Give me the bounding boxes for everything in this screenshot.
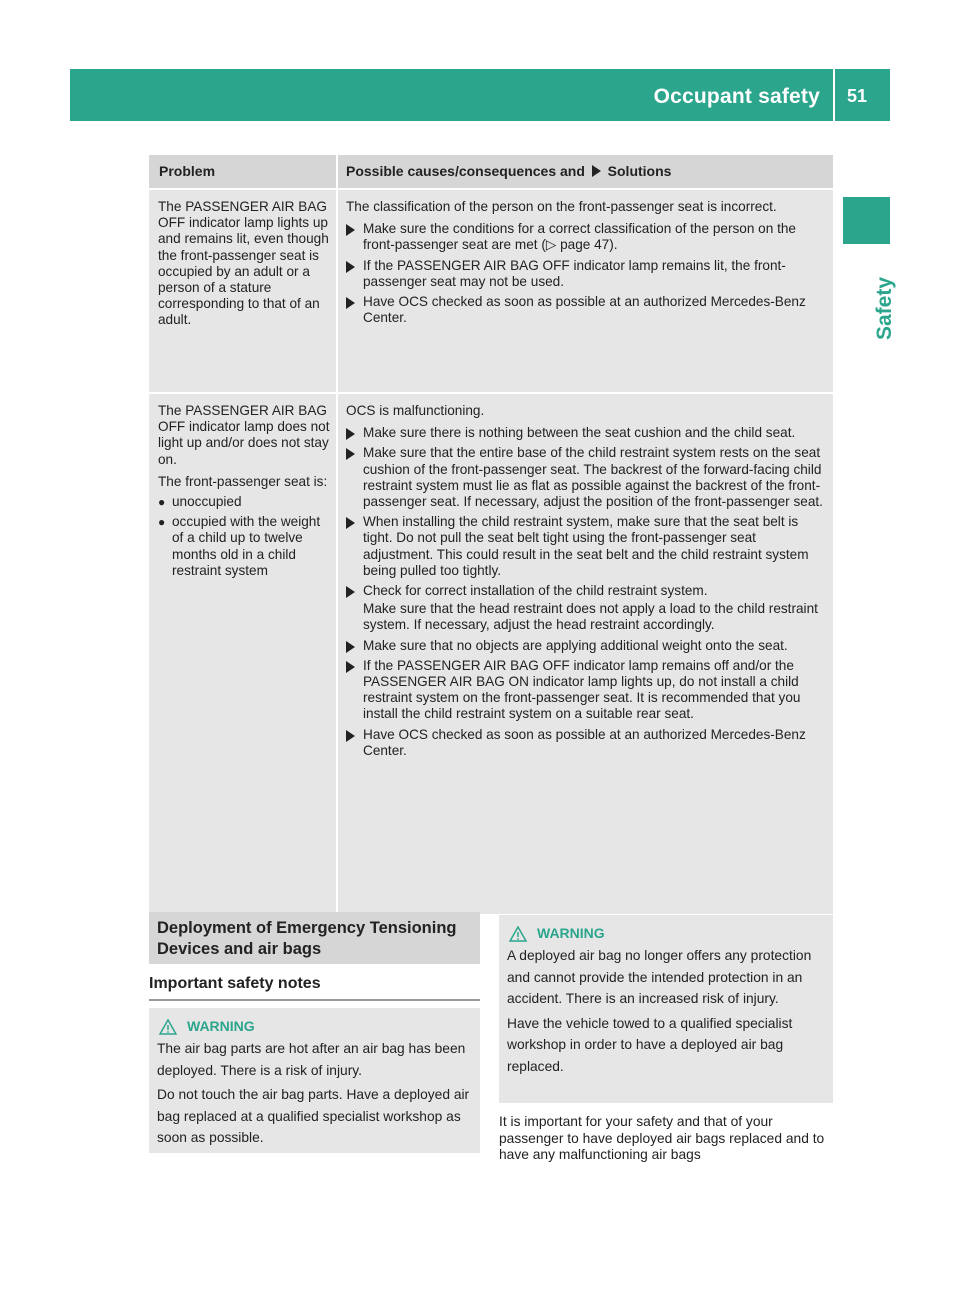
action-step-text: Make sure that the entire base of the child restraint system rests on the seat cushion of the front-passenger seat. The backrest of the forward-facing child restraint system must lie as flat as possible against the backrest of the front-passenger seat. If necessary, adjust the position of the front-passenger seat.: [363, 445, 823, 510]
header-bar: [70, 69, 890, 121]
bullet-dot-icon: ●: [158, 515, 166, 530]
warning-header: [509, 923, 825, 945]
action-step-note: Make sure that the head restraint does not apply a load to the child restraint system. If necessary, adjust the head restraint accordingly.: [363, 601, 818, 633]
action-step-text: Make sure there is nothing between the seat cushion and the child seat.: [363, 425, 796, 441]
action-step: [346, 583, 827, 599]
action-step: [346, 425, 827, 441]
action-arrow-icon: [346, 224, 355, 236]
action-arrow-icon: [346, 517, 355, 529]
warning-text: The air bag parts are hot after an air bag has been deployed. There is a risk of injury.: [157, 1041, 466, 1078]
action-step-text: Check for correct installation of the child restraint system.: [363, 583, 708, 599]
column-header-solutions-prefix: Possible causes/consequences and: [346, 163, 585, 179]
column-header-solutions-suffix: Solutions: [607, 163, 672, 179]
problem-text: The PASSENGER AIR BAG OFF indicator lamp does not light up and/or does not stay on.: [158, 403, 330, 467]
action-step: [346, 294, 827, 326]
section-tab-label: [845, 260, 896, 340]
action-step-text: Make sure the conditions for a correct classification of the person on the front-passenger seat are met (▷ page 47).: [363, 221, 796, 253]
action-step: [346, 258, 827, 290]
warning-text: Have the vehicle towed to a qualified specialist workshop in order to have a deployed air bag replaced.: [507, 1015, 793, 1074]
action-step: [346, 221, 827, 253]
action-step-text: When installing the child restraint system, make sure that the seat belt is tight. Do not pull the seat belt tight using the front-passenger seat adjustment. This could result in the seat belt and the child restraint system being pulled too tightly.: [363, 514, 809, 578]
action-arrow-icon: [346, 641, 355, 653]
warning-header: [159, 1016, 472, 1038]
subsection-title: Important safety notes: [149, 975, 321, 992]
cause-text: OCS is malfunctioning.: [346, 403, 485, 418]
warning-box-right: [499, 915, 833, 1103]
table-header: [149, 155, 833, 188]
problem-cell: [149, 394, 336, 914]
warning-triangle-icon: [159, 1019, 177, 1035]
action-step: [346, 658, 827, 723]
section-title: Deployment of Emergency Tensioning Devices and air bags: [157, 919, 457, 958]
action-step-text: If the PASSENGER AIR BAG OFF indicator lamp remains lit, the front-passenger seat may not be used.: [363, 257, 786, 289]
action-step-text: Have OCS checked as soon as possible at an authorized Mercedes-Benz Center.: [363, 294, 806, 326]
action-arrow-icon: [346, 428, 355, 440]
body-paragraph: It is important for your safety and that of your passenger to have deployed air bags replaced and to have any malfunctioning air bags: [499, 1114, 825, 1162]
action-step-text: Have OCS checked as soon as possible at an authorized Mercedes-Benz Center.: [363, 726, 806, 758]
warning-label: WARNING: [187, 1018, 255, 1035]
subsection-divider: [149, 999, 480, 1001]
bullet-dot-icon: ●: [158, 495, 166, 510]
section-tab-text: Safety: [873, 276, 896, 340]
problem-text: The PASSENGER AIR BAG OFF indicator lamp lights up and remains lit, even though the front-passenger seat is occupied by an adult or a person of a stature corresponding to that of an adult.: [158, 199, 329, 328]
action-step-text: Make sure that no objects are applying additional weight onto the seat.: [363, 637, 788, 653]
action-arrow-icon: [346, 448, 355, 460]
list-item: [158, 494, 330, 510]
list-item-text: occupied with the weight of a child up to twelve months old in a child restraint system: [172, 514, 321, 578]
action-arrow-icon: [346, 661, 355, 673]
list-item: [158, 514, 330, 579]
warning-box-left: [149, 1008, 480, 1153]
warning-label: WARNING: [537, 925, 605, 942]
cause-text: The classification of the person on the front-passenger seat is incorrect.: [346, 199, 777, 214]
solution-cell: [336, 190, 833, 392]
column-header-solutions: [336, 155, 833, 188]
warning-text: Do not touch the air bag parts. Have a deployed air bag replaced at a qualified specialist workshop as soon as possible.: [157, 1087, 470, 1145]
list-item-text: unoccupied: [172, 494, 242, 510]
action-step-text: If the PASSENGER AIR BAG OFF indicator lamp remains off and/or the PASSENGER AIR BAG ON indicator lamp lights up, do not install a child restraint system on the front-passenger seat. It is recommended that you install the child restraint system on a suitable rear seat.: [363, 657, 801, 722]
problem-solution-table: [149, 155, 833, 914]
action-arrow-icon: [346, 586, 355, 598]
warning-triangle-icon: [509, 926, 527, 942]
action-step: [346, 514, 827, 579]
section-tab-marker: [843, 197, 890, 244]
action-arrow-icon: [346, 261, 355, 273]
solution-cell: [336, 394, 833, 914]
section-heading-box: [149, 912, 480, 964]
table-row: [149, 188, 833, 392]
action-step: [346, 638, 827, 654]
action-arrow-icon: [592, 165, 601, 177]
problem-text-2: The front-passenger seat is:: [158, 473, 328, 489]
table-row: [149, 392, 833, 914]
header-divider: [833, 69, 835, 121]
page-title: Occupant safety: [653, 85, 820, 108]
action-step: [346, 445, 827, 510]
action-arrow-icon: [346, 297, 355, 309]
action-step: [346, 727, 827, 759]
column-header-problem: Problem: [159, 163, 216, 179]
problem-cell: [149, 190, 336, 392]
page-number: 51: [847, 86, 868, 106]
warning-text: A deployed air bag no longer offers any protection and cannot provide the intended protection in an accident. There is an increased risk of injury.: [507, 948, 812, 1006]
action-arrow-icon: [346, 730, 355, 742]
